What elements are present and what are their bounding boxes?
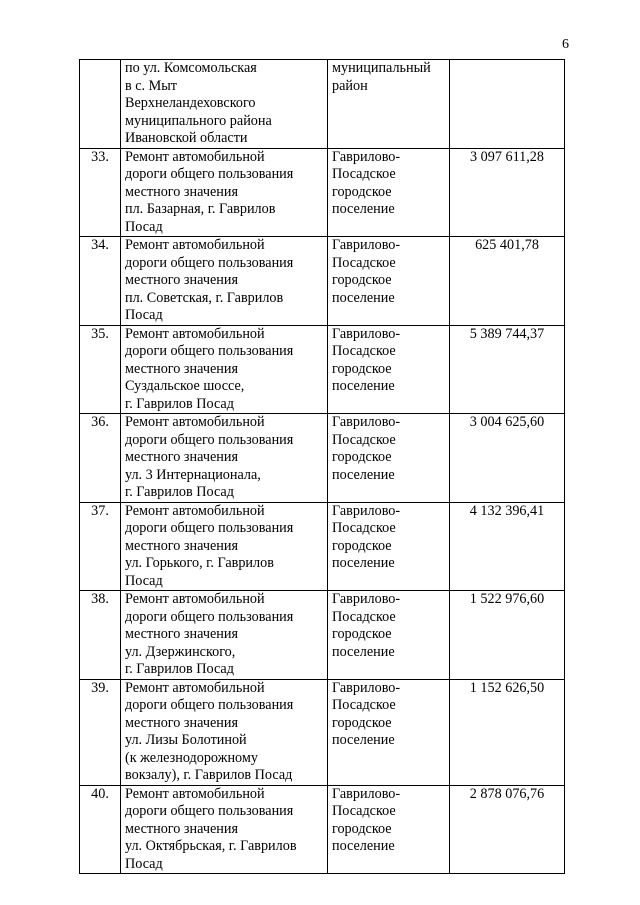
municipality-line: поселение [332, 838, 395, 854]
object-name-line: дороги общего пользования [125, 431, 294, 448]
object-name-line: пл. Советская, г. Гаврилов [125, 289, 284, 306]
row-number: 34. [80, 237, 121, 326]
municipality-line: поселение [332, 378, 395, 394]
municipality-line: поселение [332, 289, 395, 306]
object-name-line: Ремонт автомобильной [125, 148, 265, 165]
object-name [121, 237, 328, 326]
object-name-line: дороги общего пользования [125, 608, 294, 625]
object-name-line: г. Гаврилов Посад [125, 661, 234, 677]
object-name-line: местного значения [125, 714, 238, 731]
amount: 1 522 976,60 [450, 591, 565, 680]
municipality-line: Посадское [332, 431, 396, 448]
object-name [121, 414, 328, 503]
object-name-line: дороги общего пользования [125, 343, 294, 359]
table-row [80, 785, 565, 874]
municipality-line: городское [332, 537, 392, 554]
object-name-line: местного значения [125, 626, 238, 642]
municipality-line: поселение [332, 732, 395, 748]
object-name-line: Ремонт автомобильной [125, 237, 265, 253]
object-name-line: ул. Лизы Болотиной [125, 732, 247, 748]
table-row-continuation [80, 60, 565, 149]
table-row [80, 414, 565, 503]
object-name [121, 785, 328, 874]
row-number: 37. [80, 502, 121, 591]
amount: 3 097 611,28 [450, 148, 565, 237]
object-name [121, 148, 328, 237]
object-name-line: местного значения [125, 360, 238, 377]
municipality-line: городское [332, 360, 392, 377]
amount: 5 389 744,37 [450, 325, 565, 414]
municipality [328, 591, 450, 680]
object-name-line: Посад [125, 218, 163, 235]
municipality-line: городское [332, 626, 392, 642]
municipality-line: Гаврилово- [332, 325, 401, 342]
amount: 4 132 396,41 [450, 502, 565, 591]
municipality-line: городское [332, 272, 392, 288]
object-name-line: Ремонт автомобильной [125, 325, 265, 342]
row-number: 33. [80, 148, 121, 237]
municipality [328, 414, 450, 503]
object-name-line: муниципального района [125, 112, 272, 129]
object-name-line: Ремонт автомобильной [125, 679, 265, 696]
municipality [328, 785, 450, 874]
object-name-line: Посад [125, 307, 163, 323]
object-name-line: местного значения [125, 820, 238, 837]
municipality [328, 679, 450, 785]
amount [450, 60, 565, 149]
object-name-line: в с. Мыт [125, 77, 177, 94]
municipality-line: Посадское [332, 697, 396, 713]
municipality-line: Посадское [332, 608, 396, 625]
table-row [80, 237, 565, 326]
object-name [121, 325, 328, 414]
municipality-line: поселение [332, 643, 395, 660]
municipality-line: Посадское [332, 803, 396, 819]
municipality-line: муниципальный [332, 60, 431, 76]
table-row [80, 679, 565, 785]
municipality-line: городское [332, 714, 392, 731]
object-name-line: Посад [125, 572, 163, 589]
object-name-line: местного значения [125, 272, 238, 288]
object-name-line: (к железнодорожному [125, 749, 258, 766]
object-name-line: Посад [125, 855, 163, 872]
object-name-line: местного значения [125, 449, 238, 465]
table-row [80, 591, 565, 680]
municipality-line: городское [332, 820, 392, 837]
object-name-line: ул. Дзержинского, [125, 643, 236, 660]
municipality [328, 148, 450, 237]
object-name-line: дороги общего пользования [125, 803, 294, 819]
objects-table [79, 59, 565, 874]
object-name [121, 60, 328, 149]
object-name-line: Суздальское шоссе, [125, 378, 245, 394]
amount: 2 878 076,76 [450, 785, 565, 874]
object-name [121, 591, 328, 680]
row-number: 40. [80, 785, 121, 874]
municipality [328, 325, 450, 414]
table-row [80, 325, 565, 414]
municipality-line: поселение [332, 466, 395, 483]
object-name [121, 679, 328, 785]
object-name-line: дороги общего пользования [125, 254, 294, 271]
municipality-line: Гаврилово- [332, 237, 401, 253]
object-name-line: Ремонт автомобильной [125, 502, 265, 519]
municipality-line: Посадское [332, 166, 396, 182]
municipality-line: поселение [332, 555, 395, 571]
municipality [328, 237, 450, 326]
object-name-line: дороги общего пользования [125, 697, 294, 713]
municipality-line: Посадское [332, 343, 396, 359]
row-number [80, 60, 121, 149]
row-number: 36. [80, 414, 121, 503]
municipality-line: Посадское [332, 254, 396, 271]
municipality-line: Гаврилово- [332, 502, 401, 519]
object-name-line: дороги общего пользования [125, 520, 294, 536]
table-row [80, 502, 565, 591]
object-name-line: вокзалу), г. Гаврилов Посад [125, 767, 293, 783]
page-number: 6 [562, 37, 569, 52]
object-name-line: г. Гаврилов Посад [125, 484, 234, 500]
object-name-line: дороги общего пользования [125, 166, 294, 182]
municipality-line: городское [332, 183, 392, 200]
municipality-line: район [332, 77, 368, 94]
object-name-line: Ивановской области [125, 130, 248, 146]
object-name-line: пл. Базарная, г. Гаврилов [125, 201, 276, 217]
object-name-line: местного значения [125, 183, 238, 200]
municipality-line: Гаврилово- [332, 591, 401, 607]
object-name-line: Верхнеландеховского [125, 95, 256, 111]
municipality-line: Гаврилово- [332, 679, 401, 696]
object-name-line: г. Гаврилов Посад [125, 395, 234, 412]
objects-table-body [80, 60, 565, 874]
municipality [328, 502, 450, 591]
row-number: 39. [80, 679, 121, 785]
object-name [121, 502, 328, 591]
object-name-line: по ул. Комсомольская [125, 60, 257, 76]
municipality [328, 60, 450, 149]
municipality-line: поселение [332, 201, 395, 217]
municipality-line: Гаврилово- [332, 414, 401, 430]
object-name-line: Ремонт автомобильной [125, 414, 265, 430]
amount: 3 004 625,60 [450, 414, 565, 503]
table-row [80, 148, 565, 237]
municipality-line: Гаврилово- [332, 148, 401, 165]
amount: 1 152 626,50 [450, 679, 565, 785]
row-number: 35. [80, 325, 121, 414]
municipality-line: Посадское [332, 520, 396, 536]
object-name-line: ул. Октябрьская, г. Гаврилов [125, 838, 297, 854]
object-name-line: ул. 3 Интернационала, [125, 466, 261, 483]
municipality-line: городское [332, 449, 392, 465]
row-number: 38. [80, 591, 121, 680]
object-name-line: Ремонт автомобильной [125, 591, 265, 607]
amount: 625 401,78 [450, 237, 565, 326]
municipality-line: Гаврилово- [332, 785, 401, 802]
object-name-line: Ремонт автомобильной [125, 785, 265, 802]
object-name-line: местного значения [125, 537, 238, 554]
object-name-line: ул. Горького, г. Гаврилов [125, 555, 274, 571]
